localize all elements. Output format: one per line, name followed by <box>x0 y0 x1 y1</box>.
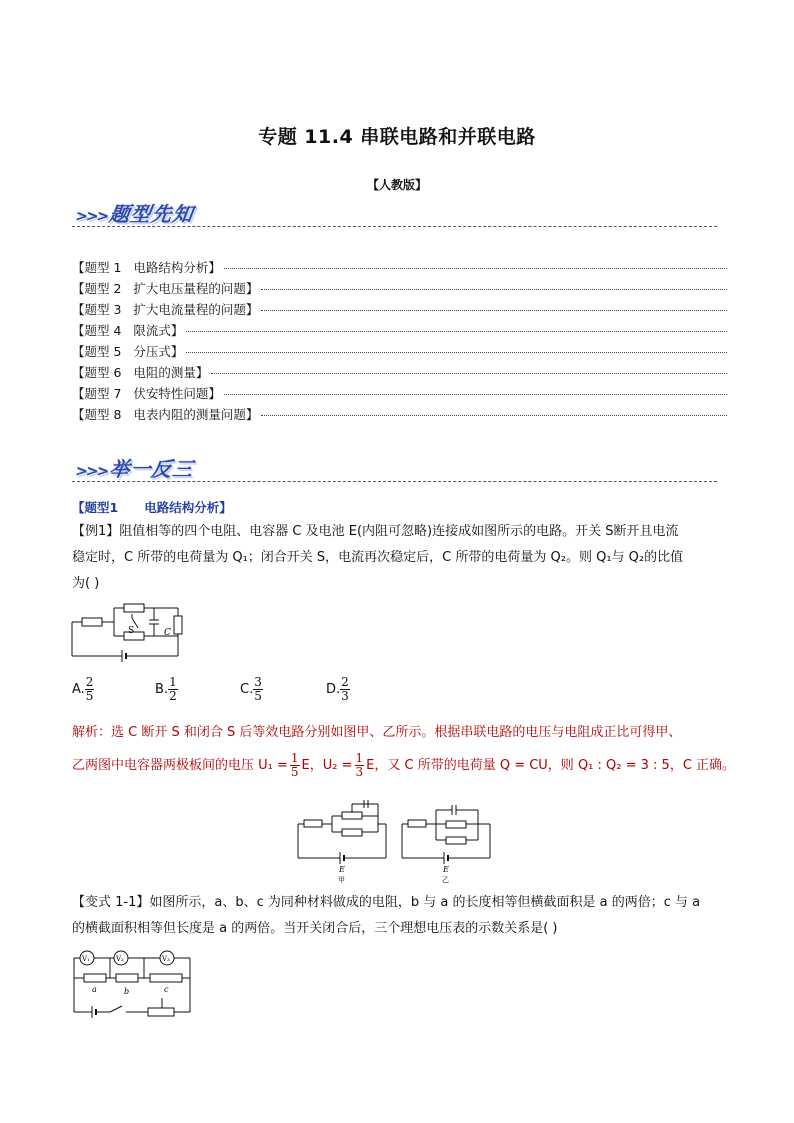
capacitor-label: C <box>164 628 171 638</box>
toc-item[interactable]: 【题型 5 分压式】 <box>72 342 727 363</box>
option-d[interactable]: D. $\frac{2}{3}$ <box>326 675 349 703</box>
edition-label: 【人教版】 <box>366 178 427 192</box>
toc-leader <box>186 331 727 332</box>
toc-item[interactable]: 【题型 8 电表内阻的测量问题】 <box>72 405 727 426</box>
toc-item[interactable]: 【题型 1 电路结构分析】 <box>72 258 727 279</box>
banner-arrows-icon: >>> <box>74 207 109 225</box>
example-line: 为( ) <box>72 576 100 591</box>
figure-caption: 甲 <box>338 876 345 884</box>
toc-leader <box>224 394 727 395</box>
option-c[interactable]: C. $\frac{3}{5}$ <box>240 675 262 703</box>
banner-arrows-icon: >>> <box>74 462 109 480</box>
battery-label: E <box>443 865 449 874</box>
variant-line: 如图所示，a、b、c 为同种材料做成的电阻，b 与 a 的长度相等但横截面积是 a 的两倍；c 与 a <box>149 895 701 910</box>
variant-question <box>72 890 732 942</box>
circuit-diagram-example <box>70 600 190 662</box>
example-question <box>72 519 732 597</box>
toc-leader <box>224 268 727 269</box>
toc-item[interactable]: 【题型 7 伏安特性问题】 <box>72 384 727 405</box>
equivalent-circuit-jia <box>296 802 391 882</box>
variant-tag: 【变式 1-1】 <box>72 895 150 910</box>
toc-leader <box>211 373 727 374</box>
voltmeter-v2-label: V₂ <box>116 955 124 963</box>
toc-item[interactable]: 【题型 4 限流式】 <box>72 321 727 342</box>
toc-item[interactable]: 【题型 6 电阻的测量】 <box>72 363 727 384</box>
banner-divider <box>72 226 717 227</box>
toc-leader <box>186 352 727 353</box>
toc-leader <box>261 289 727 290</box>
solution-line: 解析：选 C 断开 S 和闭合 S 后等效电路分别如图甲、乙所示。根据串联电路的电压与电阻成正比可得甲、 <box>72 725 682 740</box>
example-line: 稳定时，C 所带的电荷量为 Q₁；闭合开关 S，电流再次稳定后，C 所带的电荷量为 Q₂。则 Q₁与 Q₂的比值 <box>72 550 684 565</box>
figure-caption: 乙 <box>442 876 449 884</box>
section-heading: 【题型1 电路结构分析】 <box>72 500 232 515</box>
switch-label: S <box>128 626 135 636</box>
resistor-a-label: a <box>92 985 97 994</box>
voltmeter-v3-label: V₃ <box>162 955 170 963</box>
example-tag: 【例1】 <box>72 524 120 539</box>
banner-divider <box>72 481 717 482</box>
resistor-b-label: b <box>124 987 130 996</box>
banner-practice-text: 举一反三 <box>107 457 196 481</box>
page-title: 专题 11.4 串联电路和并联电路 <box>258 126 536 148</box>
equivalent-circuit-yi <box>400 802 495 882</box>
toc-item[interactable]: 【题型 2 扩大电压量程的问题】 <box>72 279 727 300</box>
toc-item[interactable]: 【题型 3 扩大电流量程的问题】 <box>72 300 727 321</box>
option-a[interactable]: A. $\frac{2}{5}$ <box>72 675 94 703</box>
banner-overview-text: 题型先知 <box>107 202 196 226</box>
solution-line: 乙两图中电容器两极板间的电压 U₁ = $\frac{1}{5}$ E，U₂ = $\frac{1}{3}$ E，又 C 所带的电荷量 Q = CU，则 Q₁ : Q₂ = 3 : 5，C 正确。 <box>72 751 736 779</box>
toc-leader <box>261 415 727 416</box>
circuit-diagram-variant <box>70 948 195 1023</box>
battery-label: E <box>339 865 345 874</box>
option-b[interactable]: B. $\frac{1}{2}$ <box>155 675 177 703</box>
banner-practice <box>74 453 196 482</box>
toc-leader <box>261 310 727 311</box>
example-line: 阻值相等的四个电阻、电容器 C 及电池 E(内阻可忽略)连接成如图所示的电路。开关 S断开且电流 <box>119 524 679 539</box>
voltmeter-v1-label: V₁ <box>82 955 90 963</box>
banner-overview <box>74 198 196 227</box>
resistor-c-label: c <box>164 985 169 994</box>
toc-list <box>72 258 727 426</box>
variant-line: 的横截面积相等但长度是 a 的两倍。当开关闭合后，三个理想电压表的示数关系是( ) <box>72 921 558 936</box>
